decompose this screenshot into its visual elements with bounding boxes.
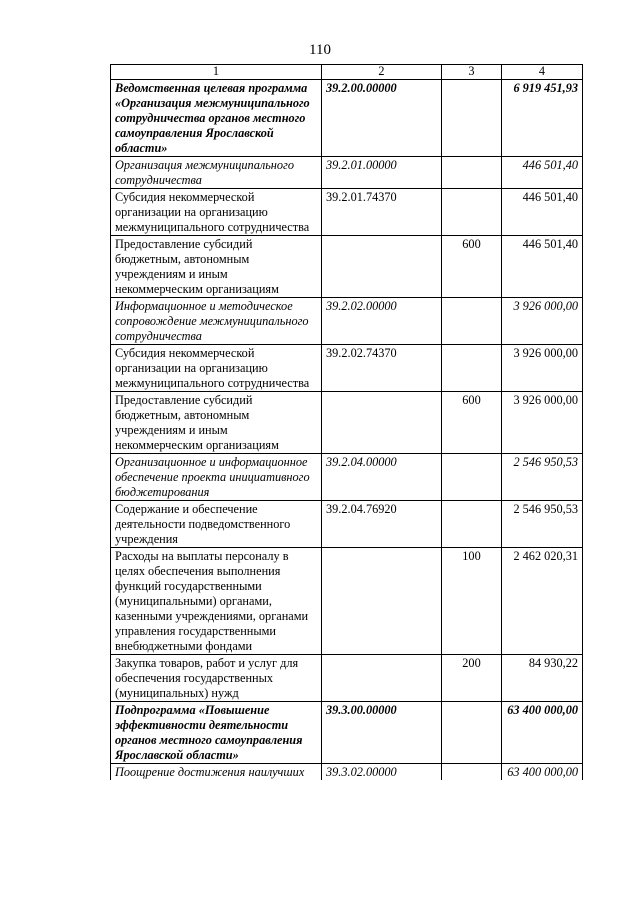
budget-table — [110, 64, 583, 780]
header-cell: 3 — [442, 65, 502, 80]
expense-type-cell — [442, 189, 502, 236]
table-row — [111, 157, 583, 189]
amount-cell: 3 926 000,00 — [502, 298, 583, 345]
table-row — [111, 702, 583, 764]
expense-type-cell: 100 — [442, 548, 502, 655]
item-name-cell: Организационное и информационное обеспечение проекта инициативного бюджетирования — [111, 454, 322, 501]
amount-cell: 6 919 451,93 — [502, 80, 583, 157]
table-row — [111, 548, 583, 655]
expense-type-cell — [442, 501, 502, 548]
item-name-cell: Поощрение достижения наилучших — [111, 764, 322, 781]
expense-type-cell — [442, 454, 502, 501]
item-name-cell: Расходы на выплаты персоналу в целях обеспечения выполнения функций государственными (муниципальными) органами, казенными учреждениями, органами управления государственными внебюджетными фондами — [111, 548, 322, 655]
expense-type-cell — [442, 80, 502, 157]
amount-cell: 2 546 950,53 — [502, 454, 583, 501]
expense-type-cell — [442, 702, 502, 764]
program-code-cell: 39.3.00.00000 — [322, 702, 442, 764]
expense-type-cell: 200 — [442, 655, 502, 702]
item-name-cell: Информационное и методическое сопровождение межмуниципального сотрудничества — [111, 298, 322, 345]
header-cell: 2 — [322, 65, 442, 80]
header-cell: 1 — [111, 65, 322, 80]
amount-cell: 63 400 000,00 — [502, 764, 583, 781]
program-code-cell — [322, 548, 442, 655]
header-cell: 4 — [502, 65, 583, 80]
amount-cell: 3 926 000,00 — [502, 392, 583, 454]
item-name-cell: Содержание и обеспечение деятельности подведомственного учреждения — [111, 501, 322, 548]
item-name-cell: Ведомственная целевая программа «Организация межмуниципального сотрудничества органов местного самоуправления Ярославской области» — [111, 80, 322, 157]
page-number: 110 — [309, 42, 331, 58]
amount-cell: 446 501,40 — [502, 189, 583, 236]
item-name-cell: Предоставление субсидий бюджетным, автономным учреждениям и иным некоммерческим организациям — [111, 392, 322, 454]
program-code-cell: 39.2.01.74370 — [322, 189, 442, 236]
item-name-cell: Субсидия некоммерческой организации на организацию межмуниципального сотрудничества — [111, 345, 322, 392]
table-row — [111, 501, 583, 548]
program-code-cell — [322, 236, 442, 298]
expense-type-cell: 600 — [442, 392, 502, 454]
amount-cell: 3 926 000,00 — [502, 345, 583, 392]
program-code-cell: 39.2.01.00000 — [322, 157, 442, 189]
item-name-cell: Субсидия некоммерческой организации на организацию межмуниципального сотрудничества — [111, 189, 322, 236]
table-row — [111, 345, 583, 392]
expense-type-cell: 600 — [442, 236, 502, 298]
item-name-cell: Организация межмуниципального сотрудничества — [111, 157, 322, 189]
item-name-cell: Предоставление субсидий бюджетным, автономным учреждениям и иным некоммерческим организациям — [111, 236, 322, 298]
amount-cell: 446 501,40 — [502, 236, 583, 298]
item-name-cell: Закупка товаров, работ и услуг для обеспечения государственных (муниципальных) нужд — [111, 655, 322, 702]
table-row — [111, 655, 583, 702]
table-row — [111, 80, 583, 157]
table-row — [111, 764, 583, 781]
item-name-cell: Подпрограмма «Повышение эффективности деятельности органов местного самоуправления Ярославской области» — [111, 702, 322, 764]
expense-type-cell — [442, 345, 502, 392]
table-row — [111, 236, 583, 298]
program-code-cell — [322, 392, 442, 454]
program-code-cell: 39.2.04.76920 — [322, 501, 442, 548]
program-code-cell: 39.2.02.74370 — [322, 345, 442, 392]
table-row — [111, 189, 583, 236]
table-row — [111, 392, 583, 454]
expense-type-cell — [442, 764, 502, 781]
table-header-row — [111, 65, 583, 80]
program-code-cell: 39.3.02.00000 — [322, 764, 442, 781]
amount-cell: 2 546 950,53 — [502, 501, 583, 548]
program-code-cell — [322, 655, 442, 702]
amount-cell: 84 930,22 — [502, 655, 583, 702]
program-code-cell: 39.2.04.00000 — [322, 454, 442, 501]
program-code-cell: 39.2.00.00000 — [322, 80, 442, 157]
amount-cell: 63 400 000,00 — [502, 702, 583, 764]
program-code-cell: 39.2.02.00000 — [322, 298, 442, 345]
table-row — [111, 454, 583, 501]
amount-cell: 446 501,40 — [502, 157, 583, 189]
expense-type-cell — [442, 298, 502, 345]
table-row — [111, 298, 583, 345]
expense-type-cell — [442, 157, 502, 189]
amount-cell: 2 462 020,31 — [502, 548, 583, 655]
